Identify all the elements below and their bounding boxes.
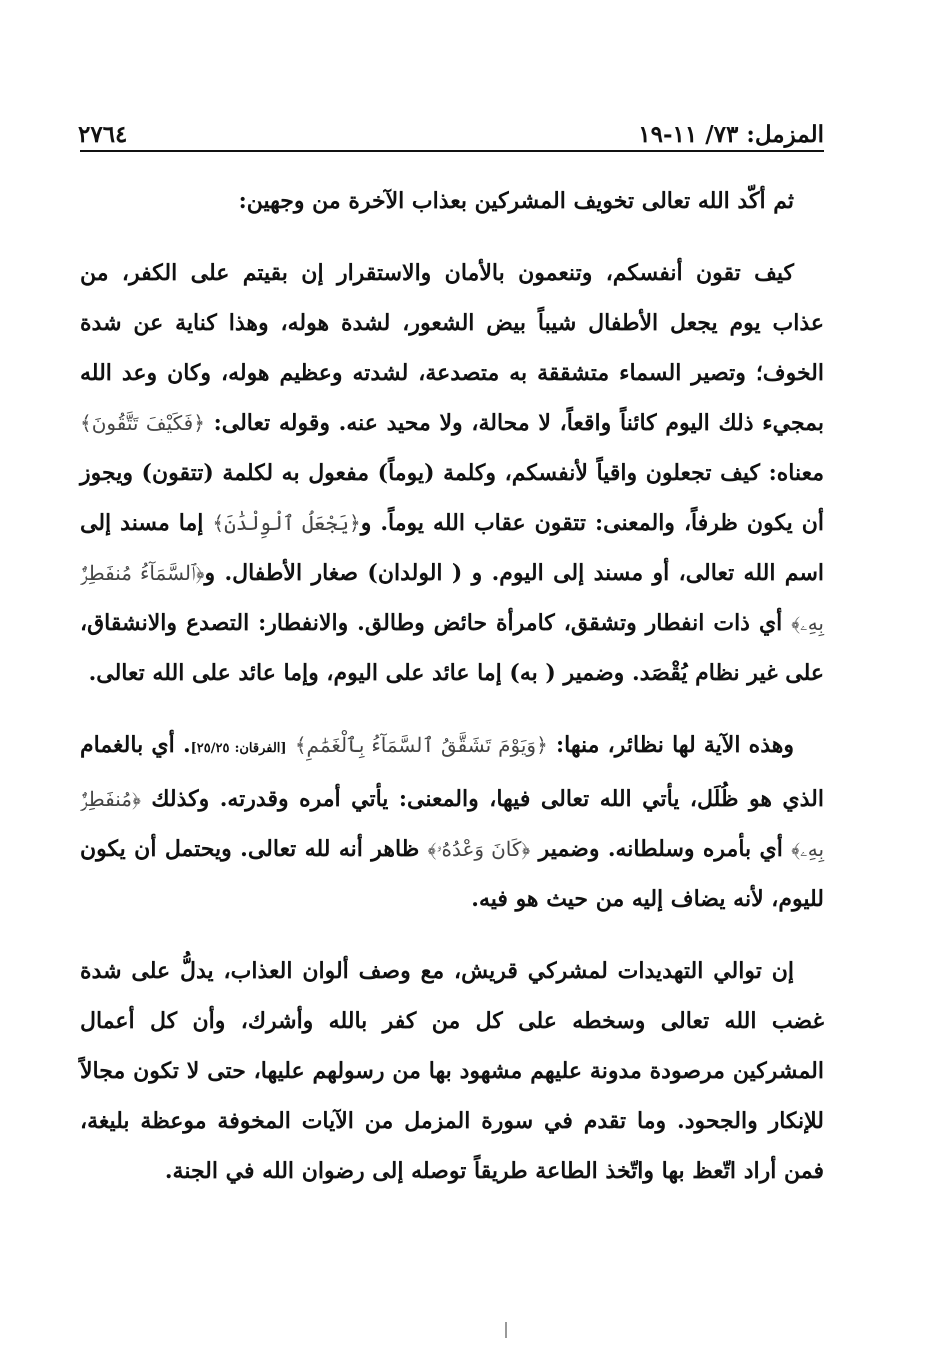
paragraph-2-text-c: أي بأمره وسلطانه. وضمير [530,836,792,862]
quran-quote: ﴿كَانَ وَعْدُهُۥ﴾ [427,837,531,861]
paragraph-1 [80,248,824,698]
paragraph-2-text-b: . أي بالغمام الذي هو ظُلَل، يأتي الله تعالى فيها، والمعنى: يأتي أمره وقدرته. وكذلك [80,732,824,812]
quran-quote: ﴿مُنفَطِرٌۢ بِهِۦ﴾ [80,787,825,861]
paragraph-2-text-a: وهذه الآية لها نظائر، منها: [547,732,794,758]
quran-quote: ﴿يَجْعَلُ ٱلْوِلْدَٰنَ﴾ [212,511,361,535]
quran-quote: ﴿ٱلسَّمَآءُ مُنفَطِرٌۢ بِهِۦ﴾ [80,561,824,635]
paragraph-2 [80,720,824,924]
intro-paragraph: ثم أكّد الله تعالى تخويف المشركين بعذاب الآخرة من وجهين: [238,188,794,214]
quran-quote: ﴿وَيَوْمَ تَشَقَّقُ ٱلسَّمَآءُ بِٱلْغَمَٰمِ﴾ [294,733,548,757]
paragraph-1-text-c: إما مسند إلى اسم الله تعالى، أو مسند إلى اليوم. و ( الولدان) صغار الأطفال. و [80,510,824,586]
paragraph-2-text-d: ظاهر أنه لله تعالى. ويحتمل أن يكون لليوم، لأنه يضاف إليه من حيث هو فيه. [80,836,824,912]
paragraph-1-text-a: كيف تقون أنفسكم، وتنعمون بالأمان والاستقرار إن بقيتم على الكفر، من عذاب يوم يجعل الأطفال شيباً بيض الشعور، لشدة هوله، وهذا كناية عن شدة الخوف؛ وتصير السماء متشققة به متصدعة، لشدته وعظيم هوله، وكان وعد الله بمجيء ذلك اليوم كائناً واقعاً، لا محالة، ولا محيد عنه. وقوله تعالى: [80,260,824,436]
paragraph-1-text-d: أي ذات انفطار وتشقق، كامرأة حائض وطالق. والانفطار: التصدع والانشقاق، على غير نظام يُقْصَد. وضمير ( به) إما عائد على اليوم، وإما عائد على الله تعالى. [80,610,824,686]
page-body [80,176,824,1218]
header-divider [80,150,824,152]
page-header [78,108,824,148]
surah-reference: المزمل: ٧٣/ ١١-١٩ [638,121,824,148]
page-number: ٢٧٦٤ [78,121,128,148]
paragraph-3: إن توالي التهديدات لمشركي قريش، مع وصف ألوان العذاب، يدلُّ على شدة غضب الله تعالى وسخطه على كل من كفر بالله وأشرك، وأن كل أعمال المشركين مرصودة مدونة عليهم مشهود بها من رسولهم عليها، حتى لا تكون مجالاً للإنكار والجحود. وما تقدم في سورة المزمل من الآيات المخوفة موعظة بليغة، فمن أراد اتّعظ بها واتّخذ الطاعة طريقاً توصله إلى رضوان الله في الجنة. [80,958,824,1184]
paragraph-1-text-b: معناه: كيف تجعلون واقياً لأنفسكم، وكلمة (يوماً) مفعول به لكلمة (تتقون) ويجوز أن يكون ظرفاً، والمعنى: تتقون عقاب الله يوماً. و [80,460,825,536]
quran-quote: ﴿فَكَيْفَ تَتَّقُونَ﴾ [80,411,205,435]
verse-reference: [الفرقان: ٢٥/٢٥] [190,741,287,756]
scan-mark [505,1322,507,1338]
